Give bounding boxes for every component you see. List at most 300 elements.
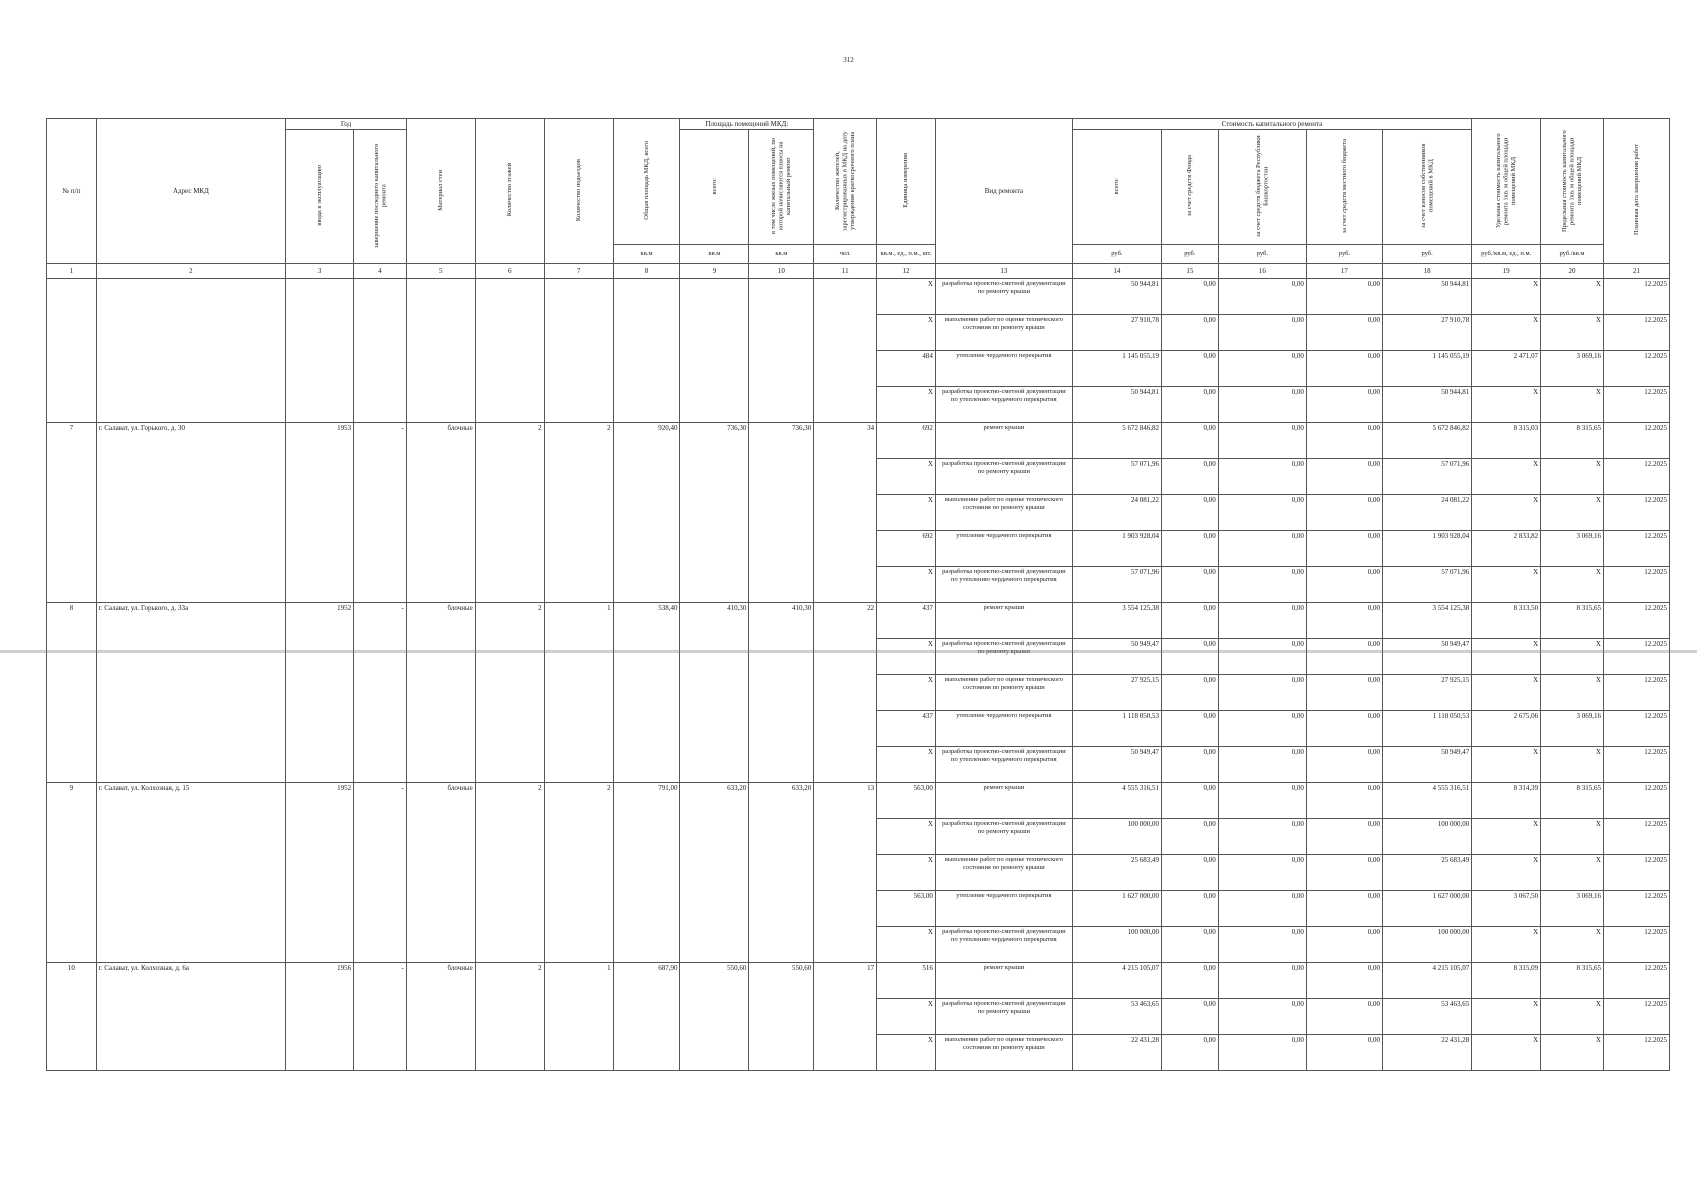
header-cost-republic: за счет средств бюджета Республики Башкортостан — [1218, 130, 1306, 245]
walls-cell: блочные — [406, 423, 475, 603]
cost-republic-cell: 0,00 — [1218, 531, 1306, 567]
cost-republic-cell: 0,00 — [1218, 675, 1306, 711]
unit-cost-cell: X — [1472, 927, 1541, 963]
unit-cost-cell: X — [1472, 567, 1541, 603]
cost-fund-cell: 0,00 — [1161, 639, 1218, 675]
cost-local-cell: 0,00 — [1306, 891, 1382, 927]
header-planned-date: Плановая дата завершения работ — [1603, 119, 1669, 264]
unit-cost-cell: 2 833,82 — [1472, 531, 1541, 567]
residents-cell: 13 — [814, 783, 877, 963]
year-repair-cell — [354, 279, 407, 423]
column-number: 12 — [877, 264, 936, 279]
cost-republic-cell: 0,00 — [1218, 567, 1306, 603]
cost-total-cell: 57 071,96 — [1072, 459, 1161, 495]
cost-local-cell: 0,00 — [1306, 675, 1382, 711]
floors-cell — [475, 279, 544, 423]
address-cell — [96, 279, 286, 423]
column-number-row — [47, 264, 1670, 279]
work-type-cell: разработка проектно-сметной документации по ремонту крыши — [935, 819, 1072, 855]
planned-date-cell: 12.2025 — [1603, 351, 1669, 387]
cost-total-cell: 27 925,15 — [1072, 675, 1161, 711]
floors-cell: 2 — [475, 603, 544, 783]
year-commission-cell: 1952 — [286, 783, 354, 963]
column-number: 21 — [1603, 264, 1669, 279]
max-cost-cell: 3 069,16 — [1541, 711, 1604, 747]
max-cost-cell: X — [1541, 459, 1604, 495]
cost-total-cell: 27 910,78 — [1072, 315, 1161, 351]
work-type-cell: выполнение работ по оценке технического состояния по ремонту крыши — [935, 675, 1072, 711]
cost-local-cell: 0,00 — [1306, 783, 1382, 819]
max-cost-cell: 8 315,65 — [1541, 603, 1604, 639]
floors-cell: 2 — [475, 423, 544, 603]
header-cost-local: за счет средств местного бюджета — [1306, 130, 1382, 245]
planned-date-cell: 12.2025 — [1603, 927, 1669, 963]
planned-date-cell: 12.2025 — [1603, 423, 1669, 459]
column-number: 11 — [814, 264, 877, 279]
unit-cell: X — [877, 459, 936, 495]
unit-cost-cell: 2 675,06 — [1472, 711, 1541, 747]
header-premises-group: Площадь помещений МКД: — [680, 119, 814, 130]
year-repair-cell: - — [354, 423, 407, 603]
cost-republic-cell: 0,00 — [1218, 747, 1306, 783]
cost-owners-cell: 3 554 125,38 — [1382, 603, 1471, 639]
header-cost-owners: за счет взносов собственников помещений в МКД — [1382, 130, 1471, 245]
cost-republic-cell: 0,00 — [1218, 639, 1306, 675]
work-type-cell: разработка проектно-сметной документации по ремонту крыши — [935, 639, 1072, 675]
repair-plan-table — [46, 118, 1670, 1071]
header-unit: Единица измерения — [877, 119, 936, 245]
column-number: 17 — [1306, 264, 1382, 279]
cost-fund-cell: 0,00 — [1161, 891, 1218, 927]
cost-fund-cell: 0,00 — [1161, 603, 1218, 639]
max-cost-cell: X — [1541, 279, 1604, 315]
cost-fund-cell: 0,00 — [1161, 711, 1218, 747]
cost-republic-cell: 0,00 — [1218, 783, 1306, 819]
year-commission-cell: 1952 — [286, 603, 354, 783]
year-repair-cell: - — [354, 963, 407, 1071]
header-residents: Количество жителей, зарегистрированных в МКД на дату утверждения краткосрочного плана — [814, 119, 877, 245]
header-address: Адрес МКД — [96, 119, 286, 264]
residents-cell: 22 — [814, 603, 877, 783]
column-number: 5 — [406, 264, 475, 279]
column-number: 19 — [1472, 264, 1541, 279]
premises-fund-cell: 736,30 — [749, 423, 814, 603]
cost-fund-cell: 0,00 — [1161, 423, 1218, 459]
header-premises-total: всего: — [680, 130, 749, 245]
cost-total-cell: 53 463,65 — [1072, 999, 1161, 1035]
column-number: 10 — [749, 264, 814, 279]
header-cost-total: всего: — [1072, 130, 1161, 245]
cost-fund-cell: 0,00 — [1161, 747, 1218, 783]
unit-cell: 516 — [877, 963, 936, 999]
cost-owners-cell: 100 000,00 — [1382, 819, 1471, 855]
cost-owners-cell: 27 925,15 — [1382, 675, 1471, 711]
header-walls: Материал стен — [406, 119, 475, 264]
year-repair-cell: - — [354, 783, 407, 963]
work-type-cell: разработка проектно-сметной документации по ремонту крыши — [935, 999, 1072, 1035]
entrances-cell: 1 — [544, 603, 613, 783]
cost-owners-cell: 4 215 105,07 — [1382, 963, 1471, 999]
premises-cell — [680, 279, 749, 423]
unit-cell: руб. — [1161, 245, 1218, 264]
table-body — [47, 279, 1670, 1071]
cost-owners-cell: 22 431,28 — [1382, 1035, 1471, 1071]
cost-republic-cell: 0,00 — [1218, 459, 1306, 495]
cost-total-cell: 3 554 125,38 — [1072, 603, 1161, 639]
cost-republic-cell: 0,00 — [1218, 315, 1306, 351]
cost-owners-cell: 4 555 316,51 — [1382, 783, 1471, 819]
cost-republic-cell: 0,00 — [1218, 603, 1306, 639]
planned-date-cell: 12.2025 — [1603, 1035, 1669, 1071]
table-row — [47, 783, 1670, 819]
max-cost-cell: X — [1541, 495, 1604, 531]
max-cost-cell: X — [1541, 315, 1604, 351]
cost-total-cell: 4 555 316,51 — [1072, 783, 1161, 819]
total-area-cell: 538,40 — [613, 603, 680, 783]
row-number-cell: 10 — [47, 963, 97, 1071]
cost-total-cell: 5 672 846,82 — [1072, 423, 1161, 459]
row-number-cell — [47, 279, 97, 423]
unit-cost-cell: 8 315,03 — [1472, 423, 1541, 459]
cost-republic-cell: 0,00 — [1218, 279, 1306, 315]
cost-fund-cell: 0,00 — [1161, 531, 1218, 567]
header-unit-cost: Удельная стоимость капитального ремонта 1кв. м общей площади помещений МКД — [1472, 119, 1541, 245]
cost-total-cell: 50 944,81 — [1072, 387, 1161, 423]
cost-local-cell: 0,00 — [1306, 747, 1382, 783]
max-cost-cell: X — [1541, 675, 1604, 711]
unit-cell: X — [877, 639, 936, 675]
unit-cell: X — [877, 279, 936, 315]
cost-fund-cell: 0,00 — [1161, 783, 1218, 819]
unit-cell: X — [877, 315, 936, 351]
address-cell: г. Салават, ул. Колхозная, д. 15 — [96, 783, 286, 963]
residents-cell — [814, 279, 877, 423]
planned-date-cell: 12.2025 — [1603, 963, 1669, 999]
cost-local-cell: 0,00 — [1306, 927, 1382, 963]
unit-cost-cell: X — [1472, 315, 1541, 351]
max-cost-cell: 3 069,16 — [1541, 891, 1604, 927]
header-year-group: Год — [286, 119, 407, 130]
row-number-cell: 9 — [47, 783, 97, 963]
total-area-cell: 687,90 — [613, 963, 680, 1071]
max-cost-cell: 3 069,16 — [1541, 531, 1604, 567]
cost-total-cell: 1 118 050,53 — [1072, 711, 1161, 747]
cost-fund-cell: 0,00 — [1161, 459, 1218, 495]
cost-republic-cell: 0,00 — [1218, 999, 1306, 1035]
planned-date-cell: 12.2025 — [1603, 711, 1669, 747]
max-cost-cell: X — [1541, 819, 1604, 855]
planned-date-cell: 12.2025 — [1603, 675, 1669, 711]
unit-cost-cell: X — [1472, 999, 1541, 1035]
cost-owners-cell: 24 081,22 — [1382, 495, 1471, 531]
cost-owners-cell: 1 903 928,04 — [1382, 531, 1471, 567]
cost-total-cell: 50 949,47 — [1072, 747, 1161, 783]
unit-cell: руб./кв.м — [1541, 245, 1604, 264]
planned-date-cell: 12.2025 — [1603, 891, 1669, 927]
cost-local-cell: 0,00 — [1306, 495, 1382, 531]
column-number: 7 — [544, 264, 613, 279]
cost-total-cell: 57 071,96 — [1072, 567, 1161, 603]
cost-fund-cell: 0,00 — [1161, 927, 1218, 963]
column-number: 6 — [475, 264, 544, 279]
page-number: 312 — [843, 56, 854, 64]
entrances-cell — [544, 279, 613, 423]
work-type-cell: разработка проектно-сметной документации по утеплению чердачного перекрытия — [935, 567, 1072, 603]
planned-date-cell: 12.2025 — [1603, 387, 1669, 423]
column-number: 4 — [354, 264, 407, 279]
planned-date-cell: 12.2025 — [1603, 855, 1669, 891]
unit-cost-cell: X — [1472, 639, 1541, 675]
cost-fund-cell: 0,00 — [1161, 495, 1218, 531]
work-type-cell: разработка проектно-сметной документации по утеплению чердачного перекрытия — [935, 387, 1072, 423]
unit-cost-cell: X — [1472, 747, 1541, 783]
walls-cell — [406, 279, 475, 423]
cost-local-cell: 0,00 — [1306, 819, 1382, 855]
cost-owners-cell: 1 118 050,53 — [1382, 711, 1471, 747]
cost-republic-cell: 0,00 — [1218, 495, 1306, 531]
cost-fund-cell: 0,00 — [1161, 315, 1218, 351]
premises-fund-cell — [749, 279, 814, 423]
work-type-cell: ремонт крыши — [935, 783, 1072, 819]
cost-fund-cell: 0,00 — [1161, 999, 1218, 1035]
max-cost-cell: X — [1541, 999, 1604, 1035]
work-type-cell: ремонт крыши — [935, 963, 1072, 999]
cost-total-cell: 100 000,00 — [1072, 927, 1161, 963]
header-year-last-repair: завершение последнего капитального ремонта — [354, 130, 407, 264]
cost-fund-cell: 0,00 — [1161, 351, 1218, 387]
cost-republic-cell: 0,00 — [1218, 819, 1306, 855]
residents-cell: 34 — [814, 423, 877, 603]
cost-owners-cell: 57 071,96 — [1382, 459, 1471, 495]
cost-total-cell: 4 215 105,07 — [1072, 963, 1161, 999]
unit-cell: 692 — [877, 531, 936, 567]
planned-date-cell: 12.2025 — [1603, 315, 1669, 351]
column-number: 2 — [96, 264, 286, 279]
cost-local-cell: 0,00 — [1306, 639, 1382, 675]
cost-owners-cell: 53 463,65 — [1382, 999, 1471, 1035]
table-row — [47, 423, 1670, 459]
cost-total-cell: 25 683,49 — [1072, 855, 1161, 891]
work-type-cell: утепление чердачного перекрытия — [935, 531, 1072, 567]
walls-cell: блочные — [406, 783, 475, 963]
cost-republic-cell: 0,00 — [1218, 423, 1306, 459]
cost-fund-cell: 0,00 — [1161, 387, 1218, 423]
planned-date-cell: 12.2025 — [1603, 531, 1669, 567]
premises-fund-cell: 633,20 — [749, 783, 814, 963]
header-entrances: Количество подъездов — [544, 119, 613, 264]
max-cost-cell: X — [1541, 567, 1604, 603]
cost-owners-cell: 50 949,47 — [1382, 639, 1471, 675]
header-floors: Количество этажей — [475, 119, 544, 264]
unit-cell: X — [877, 819, 936, 855]
unit-cost-cell: 8 314,39 — [1472, 783, 1541, 819]
row-number-cell: 8 — [47, 603, 97, 783]
planned-date-cell: 12.2025 — [1603, 639, 1669, 675]
cost-republic-cell: 0,00 — [1218, 891, 1306, 927]
header-cost-group: Стоимость капитального ремонта — [1072, 119, 1471, 130]
cost-fund-cell: 0,00 — [1161, 963, 1218, 999]
unit-cell: чел. — [814, 245, 877, 264]
unit-cell: X — [877, 567, 936, 603]
work-type-cell: разработка проектно-сметной документации по утеплению чердачного перекрытия — [935, 927, 1072, 963]
planned-date-cell: 12.2025 — [1603, 279, 1669, 315]
max-cost-cell: 8 315,65 — [1541, 783, 1604, 819]
column-number: 18 — [1382, 264, 1471, 279]
work-type-cell: утепление чердачного перекрытия — [935, 351, 1072, 387]
cost-owners-cell: 50 949,47 — [1382, 747, 1471, 783]
cost-republic-cell: 0,00 — [1218, 963, 1306, 999]
premises-cell: 633,20 — [680, 783, 749, 963]
cost-fund-cell: 0,00 — [1161, 567, 1218, 603]
cost-total-cell: 1 145 055,19 — [1072, 351, 1161, 387]
cost-local-cell: 0,00 — [1306, 855, 1382, 891]
cost-total-cell: 100 000,00 — [1072, 819, 1161, 855]
cost-republic-cell: 0,00 — [1218, 927, 1306, 963]
walls-cell: блочные — [406, 603, 475, 783]
cost-owners-cell: 100 000,00 — [1382, 927, 1471, 963]
column-number: 16 — [1218, 264, 1306, 279]
table-row — [47, 603, 1670, 639]
premises-cell: 410,30 — [680, 603, 749, 783]
column-number: 20 — [1541, 264, 1604, 279]
cost-owners-cell: 25 683,49 — [1382, 855, 1471, 891]
cost-fund-cell: 0,00 — [1161, 1035, 1218, 1071]
cost-republic-cell: 0,00 — [1218, 351, 1306, 387]
work-type-cell: утепление чердачного перекрытия — [935, 711, 1072, 747]
max-cost-cell: X — [1541, 387, 1604, 423]
unit-cell: кв.м., ед., п.м., шт. — [877, 245, 936, 264]
header-premises-fund: в том числе жилых помещений, по которой начисляются взносы на капитальный ремонт — [749, 130, 814, 245]
column-number: 8 — [613, 264, 680, 279]
cost-total-cell: 24 081,22 — [1072, 495, 1161, 531]
cost-local-cell: 0,00 — [1306, 999, 1382, 1035]
work-type-cell: ремонт крыши — [935, 603, 1072, 639]
cost-owners-cell: 57 071,96 — [1382, 567, 1471, 603]
unit-cell: 563,00 — [877, 891, 936, 927]
cost-total-cell: 50 949,47 — [1072, 639, 1161, 675]
floors-cell: 2 — [475, 963, 544, 1071]
premises-fund-cell: 410,30 — [749, 603, 814, 783]
cost-local-cell: 0,00 — [1306, 315, 1382, 351]
unit-cell: руб. — [1072, 245, 1161, 264]
max-cost-cell: X — [1541, 747, 1604, 783]
unit-cost-cell: X — [1472, 675, 1541, 711]
cost-owners-cell: 1 145 055,19 — [1382, 351, 1471, 387]
unit-cost-cell: 8 315,09 — [1472, 963, 1541, 999]
header-cost-fund: за счет средств Фонда — [1161, 130, 1218, 245]
table-row — [47, 963, 1670, 999]
max-cost-cell: 8 315,65 — [1541, 423, 1604, 459]
column-number: 3 — [286, 264, 354, 279]
address-cell: г. Салават, ул. Горького, д. 33а — [96, 603, 286, 783]
cost-owners-cell: 50 944,81 — [1382, 279, 1471, 315]
unit-cell: 692 — [877, 423, 936, 459]
cost-fund-cell: 0,00 — [1161, 855, 1218, 891]
unit-cost-cell: X — [1472, 819, 1541, 855]
cost-total-cell: 1 903 928,04 — [1072, 531, 1161, 567]
unit-cell: X — [877, 495, 936, 531]
unit-cell: X — [877, 1035, 936, 1071]
header-total-area: Общая площадь МКД, всего — [613, 119, 680, 245]
unit-cost-cell: X — [1472, 279, 1541, 315]
cost-republic-cell: 0,00 — [1218, 855, 1306, 891]
column-number: 14 — [1072, 264, 1161, 279]
max-cost-cell: X — [1541, 639, 1604, 675]
floors-cell: 2 — [475, 783, 544, 963]
unit-cost-cell: X — [1472, 495, 1541, 531]
cost-republic-cell: 0,00 — [1218, 1035, 1306, 1071]
cost-owners-cell: 27 910,78 — [1382, 315, 1471, 351]
unit-cell: 437 — [877, 603, 936, 639]
unit-cell: 484 — [877, 351, 936, 387]
unit-cell: X — [877, 387, 936, 423]
cost-owners-cell: 50 944,81 — [1382, 387, 1471, 423]
cost-local-cell: 0,00 — [1306, 279, 1382, 315]
unit-cell: X — [877, 675, 936, 711]
header-max-cost: Предельная стоимость капитального ремонта 1кв. м общей площади помещений МКД — [1541, 119, 1604, 245]
header-num: № п/п — [47, 119, 97, 264]
total-area-cell: 920,40 — [613, 423, 680, 603]
unit-cell: руб. — [1382, 245, 1471, 264]
entrances-cell: 1 — [544, 963, 613, 1071]
unit-cell: руб. — [1306, 245, 1382, 264]
work-type-cell: выполнение работ по оценке технического состояния по ремонту крыши — [935, 1035, 1072, 1071]
year-commission-cell: 1953 — [286, 423, 354, 603]
unit-cost-cell: 8 313,50 — [1472, 603, 1541, 639]
year-repair-cell: - — [354, 603, 407, 783]
unit-cell: кв.м — [680, 245, 749, 264]
planned-date-cell: 12.2025 — [1603, 783, 1669, 819]
address-cell: г. Салават, ул. Горького, д. 30 — [96, 423, 286, 603]
cost-owners-cell: 1 627 000,00 — [1382, 891, 1471, 927]
planned-date-cell: 12.2025 — [1603, 495, 1669, 531]
cost-local-cell: 0,00 — [1306, 567, 1382, 603]
unit-cost-cell: 3 067,50 — [1472, 891, 1541, 927]
unit-cost-cell: X — [1472, 1035, 1541, 1071]
unit-cost-cell: X — [1472, 459, 1541, 495]
year-commission-cell: 1956 — [286, 963, 354, 1071]
max-cost-cell: 8 315,65 — [1541, 963, 1604, 999]
unit-cost-cell: X — [1472, 855, 1541, 891]
work-type-cell: утепление чердачного перекрытия — [935, 891, 1072, 927]
cost-republic-cell: 0,00 — [1218, 711, 1306, 747]
cost-local-cell: 0,00 — [1306, 423, 1382, 459]
work-type-cell: выполнение работ по оценке технического состояния по ремонту крыши — [935, 315, 1072, 351]
cost-local-cell: 0,00 — [1306, 603, 1382, 639]
cost-local-cell: 0,00 — [1306, 387, 1382, 423]
cost-local-cell: 0,00 — [1306, 351, 1382, 387]
unit-cell: 437 — [877, 711, 936, 747]
cost-fund-cell: 0,00 — [1161, 675, 1218, 711]
unit-cost-cell: X — [1472, 387, 1541, 423]
header-work-type: Вид ремонта — [935, 119, 1072, 264]
cost-total-cell: 50 944,81 — [1072, 279, 1161, 315]
planned-date-cell: 12.2025 — [1603, 567, 1669, 603]
premises-cell: 736,30 — [680, 423, 749, 603]
unit-cell: руб. — [1218, 245, 1306, 264]
work-type-cell: выполнение работ по оценке технического состояния по ремонту крыши — [935, 855, 1072, 891]
planned-date-cell: 12.2025 — [1603, 747, 1669, 783]
work-type-cell: выполнение работ по оценке технического состояния по ремонту крыши — [935, 495, 1072, 531]
unit-cell: 563,00 — [877, 783, 936, 819]
cost-owners-cell: 5 672 846,82 — [1382, 423, 1471, 459]
planned-date-cell: 12.2025 — [1603, 999, 1669, 1035]
table-row — [47, 279, 1670, 315]
scan-artifact — [0, 650, 1697, 653]
work-type-cell: ремонт крыши — [935, 423, 1072, 459]
column-number: 15 — [1161, 264, 1218, 279]
unit-cell: кв.м — [749, 245, 814, 264]
